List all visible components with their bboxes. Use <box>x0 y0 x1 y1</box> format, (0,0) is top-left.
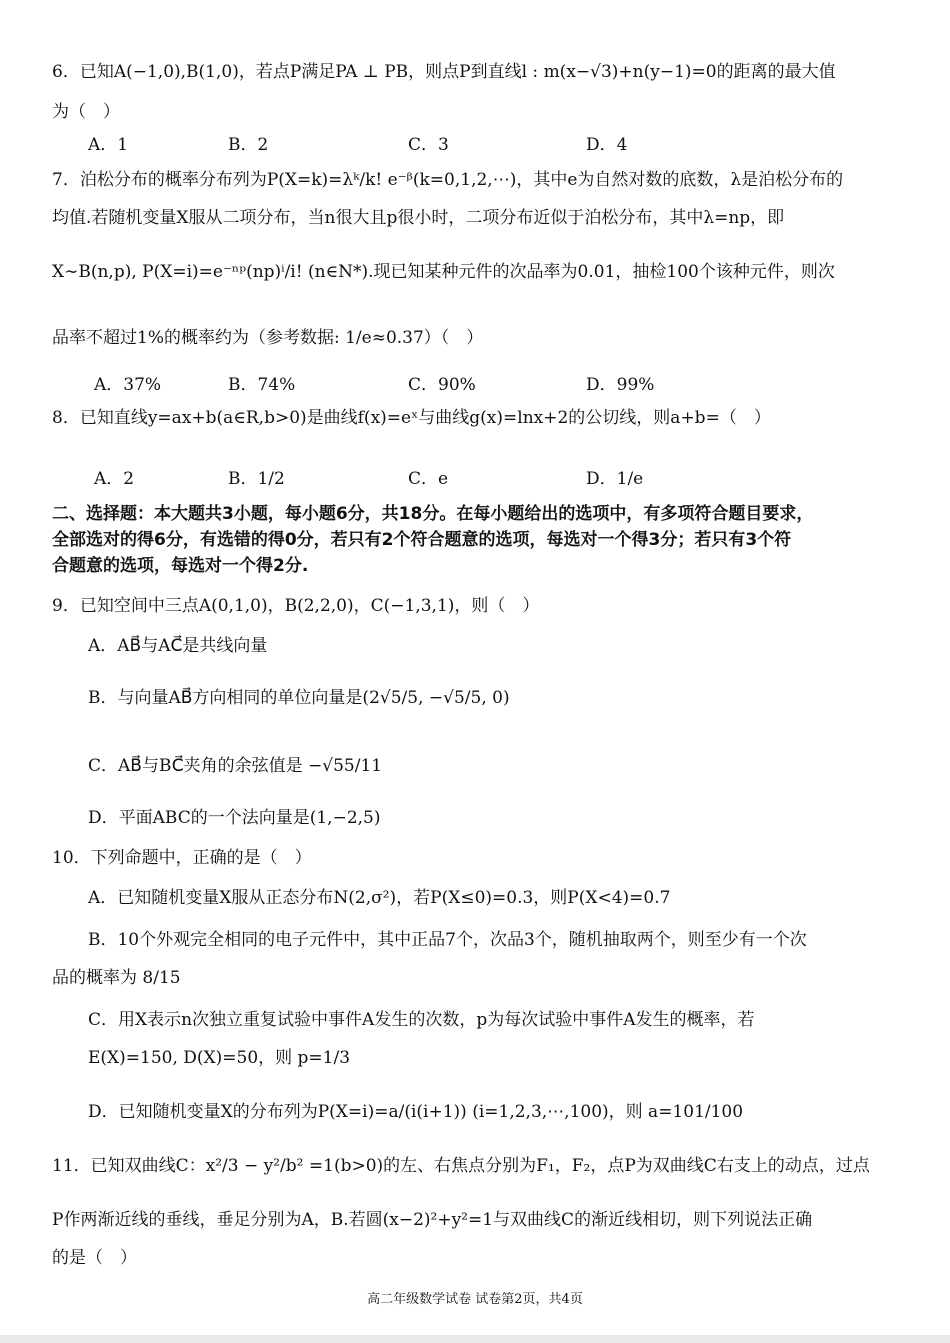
q9-option-b: B．与向量AB⃗方向相同的单位向量是(2√5/5, −√5/5, 0) <box>88 688 510 708</box>
q7-stem-line4: 品率不超过1%的概率约为（参考数据: 1/e≈0.37）（ ） <box>52 328 484 348</box>
q8-option-a: A．2 <box>94 469 135 489</box>
q9-option-d: D．平面ABC的一个法向量是(1,−2,5) <box>88 808 381 828</box>
q7-stem-line2: 均值.若随机变量X服从二项分布，当n很大且p很小时，二项分布近似于泊松分布，其中λ=np，即 <box>52 208 785 228</box>
q8-option-b: B．1/2 <box>228 469 285 489</box>
q7-options <box>0 370 950 394</box>
q8-stem: 8．已知直线y=ax+b(a∈R,b>0)是曲线f(x)=eˣ与曲线g(x)=lnx+2的公切线，则a+b=（ ） <box>52 408 771 428</box>
q10-option-a: A．已知随机变量X服从正态分布N(2,σ²)，若P(X≤0)=0.3，则P(X<4)=0.7 <box>88 888 671 908</box>
q7-option-c: C．90% <box>408 375 476 395</box>
q10-option-b-line2: 品的概率为 8/15 <box>52 968 181 988</box>
q6-stem-line2: 为（ ） <box>52 102 120 122</box>
q6-options <box>0 130 950 154</box>
section2-instructions-line1: 二、选择题：本大题共3小题，每小题6分，共18分。在每小题给出的选项中，有多项符合题目要求， <box>52 504 814 524</box>
page-footer: 高二年级数学试卷 试卷第2页，共4页 <box>367 1292 583 1307</box>
q7-stem-line1: 7．泊松分布的概率分布列为P(X=k)=λᵏ/k! e⁻ᵝ(k=0,1,2,⋯)，其中e为自然对数的底数，λ是泊松分布的 <box>52 170 844 190</box>
q7-option-d: D．99% <box>586 375 655 395</box>
q10-stem: 10．下列命题中，正确的是（ ） <box>52 848 312 868</box>
q11-stem-line1: 11．已知双曲线C：x²/3 − y²/b² =1(b>0)的左、右焦点分别为F₁，F₂，点P为双曲线C右支上的动点，过点 <box>52 1156 870 1176</box>
q6-option-c: C．3 <box>408 135 449 155</box>
q7-option-b: B．74% <box>228 375 296 395</box>
section2-instructions-line3: 合题意的选项，每选对一个得2分. <box>52 556 309 576</box>
q8-options <box>0 464 950 488</box>
q6-option-d: D．4 <box>586 135 628 155</box>
scan-edge <box>0 1335 950 1343</box>
q8-option-d: D．1/e <box>586 469 644 489</box>
q9-stem: 9．已知空间中三点A(0,1,0)，B(2,2,0)，C(−1,3,1)，则（ ） <box>52 596 540 616</box>
q9-option-a: A．AB⃗与AC⃗是共线向量 <box>88 636 268 656</box>
q10-option-c-line2: E(X)=150, D(X)=50，则 p=1/3 <box>88 1048 351 1068</box>
q10-option-d: D．已知随机变量X的分布列为P(X=i)=a/(i(i+1)) (i=1,2,3,⋯,100)，则 a=101/100 <box>88 1102 744 1122</box>
q7-option-a: A．37% <box>94 375 162 395</box>
q10-option-c-line1: C．用X表示n次独立重复试验中事件A发生的次数，p为每次试验中事件A发生的概率，若 <box>88 1010 755 1030</box>
q6-option-a: A．1 <box>88 135 129 155</box>
section2-instructions-line2: 全部选对的得6分，有选错的得0分，若只有2个符合题意的选项，每选对一个得3分；若只有3个符 <box>52 530 792 550</box>
q11-stem-line3: 的是（ ） <box>52 1248 137 1268</box>
q8-option-c: C．e <box>408 469 449 489</box>
q11-stem-line2: P作两渐近线的垂线，垂足分别为A，B.若圆(x−2)²+y²=1与双曲线C的渐近线相切，则下列说法正确 <box>52 1210 813 1230</box>
q9-option-c: C．AB⃗与BC⃗夹角的余弦值是 −√55/11 <box>88 756 383 776</box>
q6-option-b: B．2 <box>228 135 269 155</box>
q6-stem-line1: 6．已知A(−1,0),B(1,0)，若点P满足PA ⊥ PB，则点P到直线l : m(x−√3)+n(y−1)=0的距离的最大值 <box>52 62 836 82</box>
q10-option-b-line1: B．10个外观完全相同的电子元件中，其中正品7个，次品3个，随机抽取两个，则至少有一个次 <box>88 930 807 950</box>
q7-stem-line3: X∼B(n,p), P(X=i)=e⁻ⁿᵖ(np)ⁱ/i! (n∈N*).现已知某种元件的次品率为0.01，抽检100个该种元件，则次 <box>52 262 835 282</box>
